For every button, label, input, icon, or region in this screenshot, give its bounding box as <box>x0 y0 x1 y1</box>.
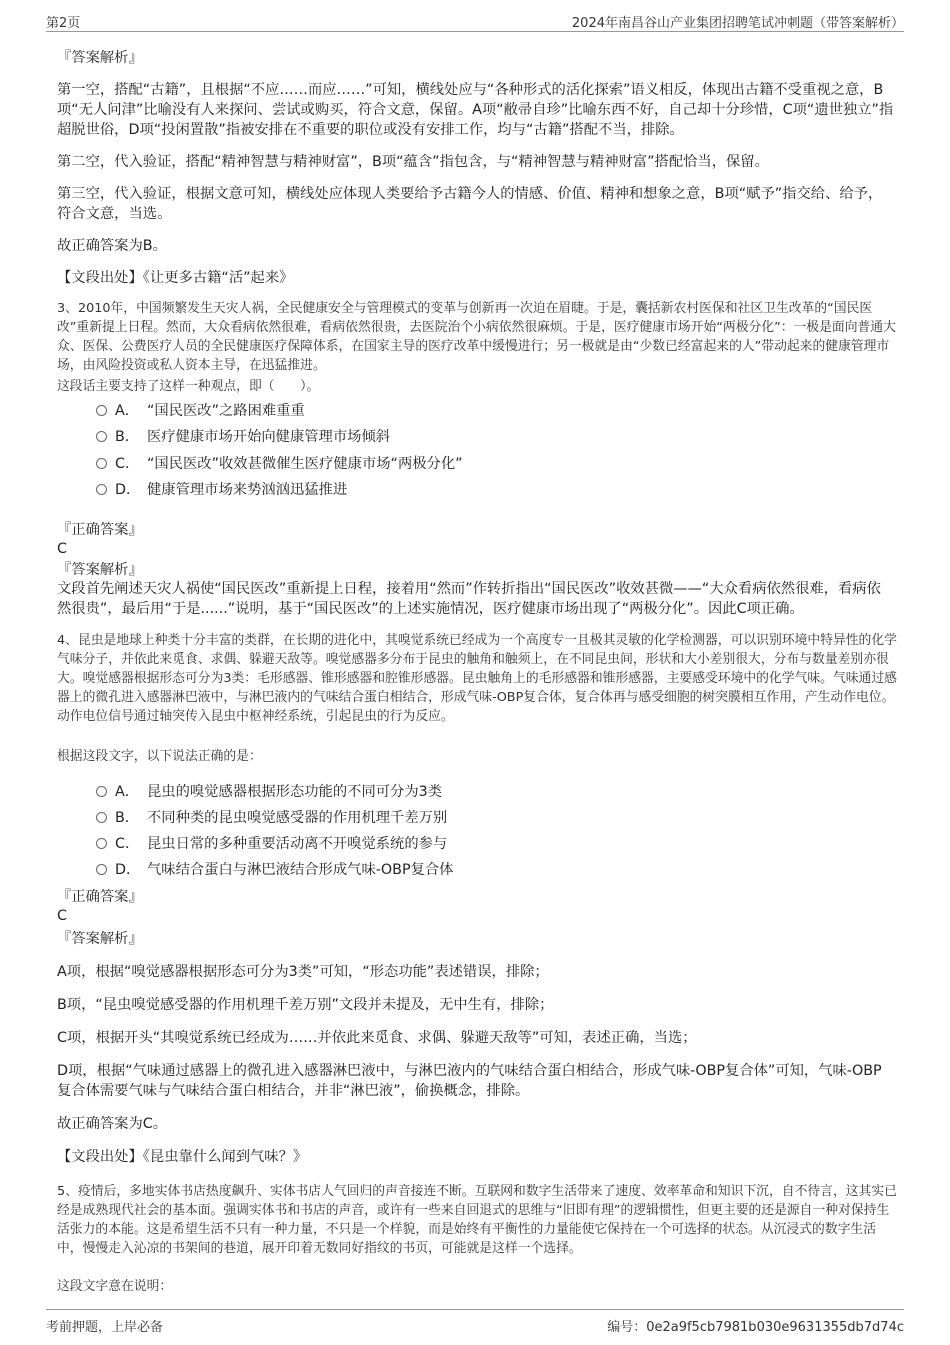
q4-answer-label: 『正确答案』 <box>57 889 143 905</box>
q4-source: 【文段出处】《昆虫靠什么闻到气味？》 <box>57 1149 308 1165</box>
q2-source: 【文段出处】《让更多古籍“活”起来》 <box>57 270 294 286</box>
document-id: 编号：0e2a9f5cb7981b030e9631355db7d74c <box>607 1320 904 1335</box>
radio-icon[interactable] <box>96 458 107 469</box>
q4-stem: 4、昆虫是地球上种类十分丰富的类群，在长期的进化中，其嗅觉系统已经成为一个高度专一且极其灵敏的化学检测器，可以识别环境中特异性的化学气味分子，并依此来觅食、求偶、躲避天敌等。嗅觉感器多分布于昆虫的触角和触须上，在不同昆虫间，形状和大小差别很大，分布与数量差别亦很大。嗅觉感器根据形态可分为3类：毛形感器、锥形感器和腔锥形感器。昆虫触角上的毛形感器和锥形感器，主要感受环境中的化学气味。气味通过感器上的微孔进入感器淋巴液中，与淋巴液内的气味结合蛋白相结合，形成气味-OBP复合体，复合体再与感受细胞的树突膜相互作用，产生动作电位。动作电位信号通过轴突传入昆虫中枢神经系统，引起昆虫的行为反应。 <box>57 633 897 724</box>
radio-icon[interactable] <box>96 786 107 797</box>
q3-option-c[interactable]: C． “国民医改”收效甚微催生医疗健康市场“两极分化” <box>96 454 463 474</box>
q3-question: 这段话主要支持了这样一种观点，即（ ）。 <box>57 379 320 394</box>
q3-option-a[interactable]: A． “国民医改”之路困难重重 <box>96 401 305 421</box>
q3-option-b[interactable]: B． 医疗健康市场开始向健康管理市场倾斜 <box>96 427 390 447</box>
radio-icon[interactable] <box>96 812 107 823</box>
header-divider <box>46 31 904 32</box>
page-number: 第2页 <box>46 16 81 31</box>
document-title: 2024年南昌谷山产业集团招聘笔试冲刺题（带答案解析） <box>571 16 904 31</box>
q2-analysis-p2: 第二空，代入验证，搭配“精神智慧与精神财富”，B项“蕴含”指包含，与“精神智慧与精神财富”搭配恰当，保留。 <box>57 154 769 170</box>
radio-icon[interactable] <box>96 405 107 416</box>
q4-question: 根据这段文字，以下说法正确的是： <box>57 749 262 764</box>
q4-conclusion: 故正确答案为C。 <box>57 1116 168 1132</box>
radio-icon[interactable] <box>96 864 107 875</box>
q2-analysis-p1: 第一空，搭配“古籍”，且根据“不应……而应……”可知，横线处应与“各种形式的活化探索”语义相反，体现出古籍不受重视之意，B项“无人问津”比喻没有人来探问、尝试或购买，符合文意，保留。A项“敝帚自珍”比喻东西不好，自己却十分珍惜，C项“遗世独立”指超脱世俗，D项“投闲置散”指被安排在不重要的职位或没有安排工作，均与“古籍”搭配不当，排除。 <box>57 82 894 138</box>
q4-analysis-d: D项，根据“气味通过感器上的微孔进入感器淋巴液中，与淋巴液内的气味结合蛋白相结合，形成气味-OBP复合体”可知，气味-OBP复合体需要气味与气味结合蛋白相结合，并非“淋巴液”，偷换概念，排除。 <box>57 1063 882 1099</box>
q2-analysis-label: 『答案解析』 <box>57 50 143 66</box>
q4-option-b[interactable]: B． 不同种类的昆虫嗅觉感受器的作用机理千差万别 <box>96 808 447 828</box>
q3-analysis: 文段首先阐述天灾人祸使“国民医改”重新提上日程，接着用“然而”作转折指出“国民医改”收效甚微——“大众看病依然很难，看病依然很贵”，最后用“于是......”说明，基于“国民医改”的上述实施情况，医疗健康市场出现了“两极分化”。因此C项正确。 <box>57 581 881 617</box>
footer-divider <box>46 1309 904 1310</box>
q5-question: 这段文字意在说明： <box>57 1279 173 1294</box>
radio-icon[interactable] <box>96 431 107 442</box>
q4-analysis-b: B项，“昆虫嗅觉感受器的作用机理千差万别”文段并未提及，无中生有，排除； <box>57 997 554 1013</box>
q4-option-c[interactable]: C． 昆虫日常的多种重要活动离不开嗅觉系统的参与 <box>96 834 447 854</box>
q3-answer: C <box>57 541 67 557</box>
q2-analysis-p3: 第三空，代入验证，根据文意可知，横线处应体现人类要给予古籍今人的情感、价值、精神和想象之意，B项“赋予”指交给、给予，符合文意，当选。 <box>57 186 883 222</box>
q4-analysis-label: 『答案解析』 <box>57 931 143 947</box>
radio-icon[interactable] <box>96 484 107 495</box>
q4-analysis-a: A项，根据“嗅觉感器根据形态可分为3类”可知，“形态功能”表述错误，排除； <box>57 964 549 980</box>
q5-stem: 5、疫情后，多地实体书店热度飙升、实体书店人气回归的声音接连不断。互联网和数字生活带来了速度、效率革命和知识下沉，自不待言，这其实已经是成熟现代社会的基本面。强调实体书和书店的声音，或许有一些来自回退式的思维与“旧即有理”的逻辑惯性，但更主要的还是源自一种对保持生活张力的本能。这是希望生活不只有一种力量，不只是一个样貌，而是始终有平衡性的力量能使它保持在一个可选择的状态。从沉浸式的数字生活中，慢慢走入沁凉的书架间的巷道，展开印着无数同好指纹的书页，可能就是这样一个选择。 <box>57 1184 897 1256</box>
q3-option-d[interactable]: D． 健康管理市场来势汹汹迅猛推进 <box>96 480 347 500</box>
footer-slogan: 考前押题，上岸必备 <box>46 1320 164 1335</box>
q3-answer-label: 『正确答案』 <box>57 522 143 538</box>
q4-option-d[interactable]: D． 气味结合蛋白与淋巴液结合形成气味-OBP复合体 <box>96 860 453 880</box>
q4-analysis-c: C项，根据开头“其嗅觉系统已经成为……并依此来觅食、求偶、躲避天敌等”可知，表述正确，当选； <box>57 1030 697 1046</box>
q4-answer: C <box>57 908 67 924</box>
q3-analysis-label: 『答案解析』 <box>57 562 143 578</box>
q2-conclusion: 故正确答案为B。 <box>57 238 167 254</box>
radio-icon[interactable] <box>96 838 107 849</box>
q3-stem: 3、2010年，中国频繁发生天灾人祸，全民健康安全与管理模式的变革与创新再一次迫在眉睫。于是，囊括新农村医保和社区卫生改革的“国民医改”重新提上日程。然而，大众看病依然很难，看病依然很贵，去医院治个小病依然很麻烦。于是，医疗健康市场开始“两极分化”：一极是面向普通大众、医保、公费医疗人员的全民健康医疗保障体系，在国家主导的医疗改革中缓慢进行；另一极就是由“少数已经富起来的人”带动起来的健康管理市场，由风险投资或私人资本主导，在迅猛推进。 <box>57 301 896 373</box>
q4-option-a[interactable]: A． 昆虫的嗅觉感器根据形态功能的不同可分为3类 <box>96 782 442 802</box>
